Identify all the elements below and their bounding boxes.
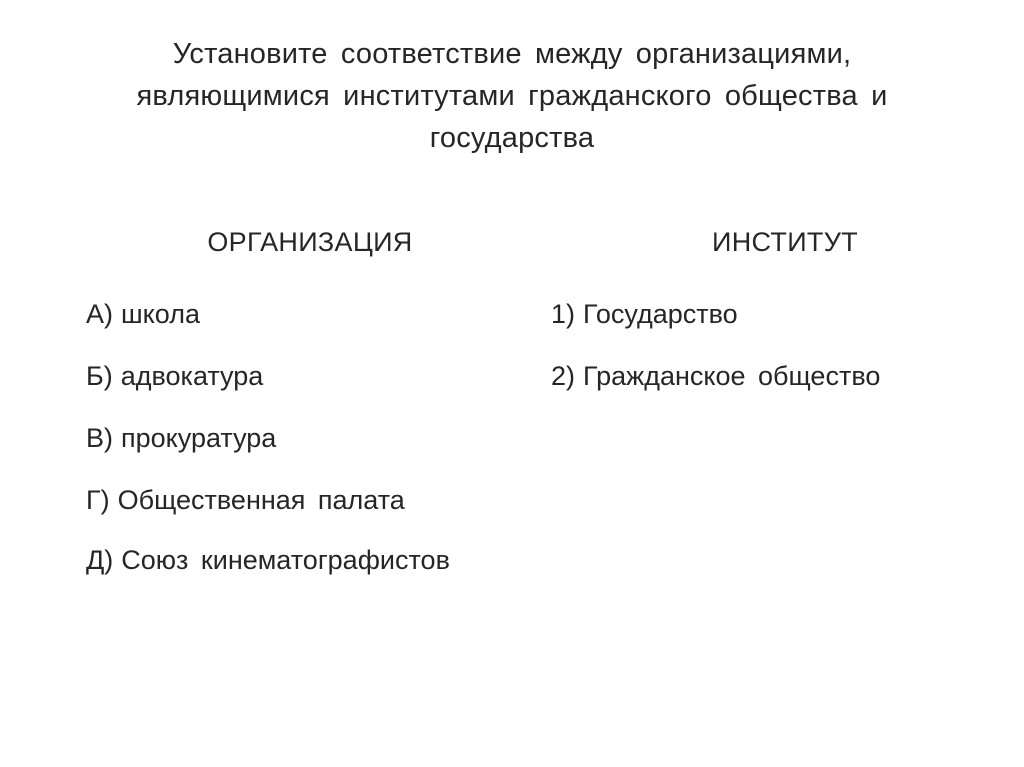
organization-item-g [86, 480, 405, 520]
institute-column-header: ИНСТИТУТ [712, 227, 858, 257]
item-marker: В) [86, 423, 113, 453]
item-marker: Г) [86, 485, 110, 515]
item-text: Союз кинематографистов [121, 545, 450, 575]
title-line-3: государства [429, 122, 595, 154]
item-text: адвокатура [120, 361, 264, 391]
item-text: Государство [583, 299, 738, 329]
organization-column-header: ОРГАНИЗАЦИЯ [207, 227, 413, 257]
item-marker: 1) [551, 299, 576, 329]
title-line-1: Установите соответствие между организациями, [172, 38, 852, 70]
slide-title [60, 33, 964, 159]
item-text: школа [121, 299, 200, 329]
organization-item-a [86, 294, 200, 334]
item-text: Общественная палата [117, 485, 405, 515]
institute-item-1 [551, 294, 738, 334]
item-text: Гражданское общество [583, 361, 881, 391]
title-line-2: являющимися институтами гражданского общества и [136, 80, 888, 112]
organization-item-v [86, 418, 276, 458]
item-text: прокуратура [121, 423, 277, 453]
organization-item-b [86, 356, 263, 396]
item-marker: А) [86, 299, 113, 329]
item-marker: 2) [551, 361, 576, 391]
institute-item-2 [551, 356, 880, 396]
item-marker: Д) [86, 545, 114, 575]
item-marker: Б) [86, 361, 113, 391]
organization-item-d [86, 540, 450, 580]
